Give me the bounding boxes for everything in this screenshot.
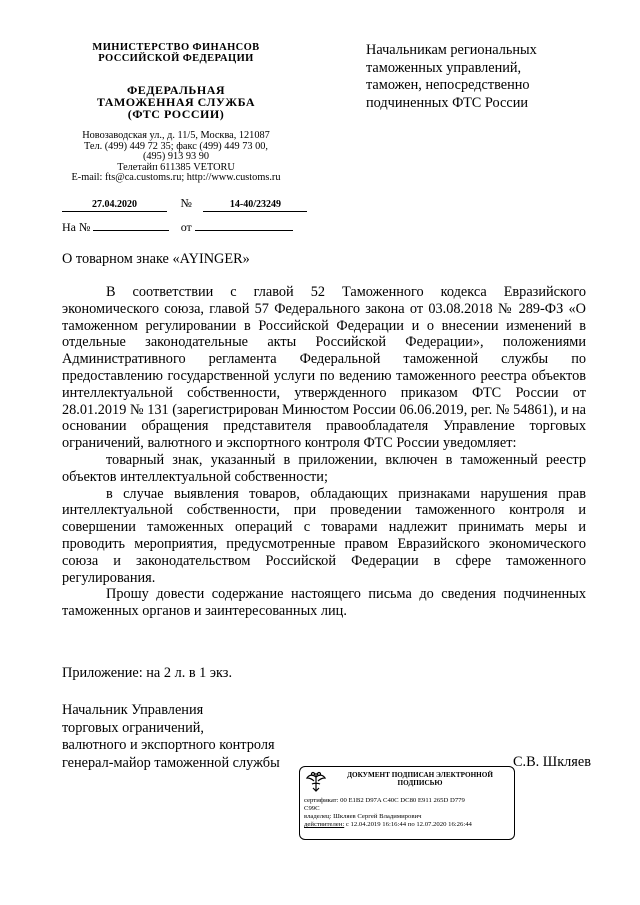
from-label: от — [180, 220, 192, 234]
contacts-block — [60, 131, 292, 184]
letter-subject: О товарном знаке «AYINGER» — [62, 251, 250, 267]
addressee-line-2: таможенных управлений, — [366, 59, 522, 76]
stamp-owner-row — [304, 813, 512, 821]
stamp-title — [332, 771, 508, 787]
registration-row — [62, 196, 307, 212]
stamp-title-line-1: ДОКУМЕНТ ПОДПИСАН ЭЛЕКТРОННОЙ — [347, 771, 493, 779]
registration-number: 14-40/23249 — [203, 199, 307, 212]
owner-value: Шкляев Сергей Владимирович — [333, 813, 422, 820]
service-line-2: ТАМОЖЕННАЯ СЛУЖБА — [96, 95, 256, 109]
ref-date-field — [195, 218, 293, 231]
body-paragraph-3: в случае выявления товаров, обладающих признаками нарушения прав интеллектуальной собственности, при проведении таможенного контроля и совершении таможенных операций с товарами надлежит принимать меры и проводить мероприятия, предусмотренные правом Евразийского экономического союза и законодательством Российской Федерации в сфере таможенного регулирования. — [62, 485, 586, 586]
valid-label: действителен: — [304, 821, 345, 828]
signatory-line-3: валютного и экспортного контроля — [62, 737, 275, 753]
cert-label: сертификат: — [304, 797, 339, 804]
signatory-title — [62, 702, 280, 772]
service-line-3: (ФТС РОССИИ) — [127, 107, 225, 121]
body-paragraph-4: Прошу довести содержание настоящего письма до сведения подчиненных таможенных органов и заинтересованных лиц. — [62, 586, 586, 620]
teletype: Телетайп 611385 VETORU — [117, 161, 235, 173]
address: Новозаводская ул., д. 11/5, Москва, 121087 — [82, 130, 270, 141]
body-paragraph-2: товарный знак, указанный в приложении, включен в таможенный реестр объектов интеллектуальной собственности; — [62, 451, 586, 485]
signatory-line-4: генерал-майор таможенной службы — [62, 754, 280, 771]
owner-label: владелец: — [304, 813, 332, 820]
signatory-line-1: Начальник Управления — [62, 702, 204, 718]
stamp-valid-row — [304, 821, 512, 829]
stamp-title-line-2: ПОДПИСЬЮ — [397, 779, 443, 787]
eagle-emblem-icon — [304, 770, 328, 794]
number-sign: № — [180, 196, 192, 210]
signatory-name: С.В. Шкляев — [513, 754, 591, 770]
registration-date: 27.04.2020 — [62, 199, 167, 212]
addressee-line-3: таможен, непосредственно — [366, 77, 530, 93]
cert-value: 00 E1B2 D97A C40C DC80 E911 265D D779 — [340, 797, 465, 804]
ministry-name — [60, 42, 292, 64]
ministry-line-2: РОССИЙСКОЙ ФЕДЕРАЦИИ — [98, 53, 254, 64]
stamp-details — [304, 797, 512, 829]
body-paragraph-1: В соответствии с главой 52 Таможенного кодекса Евразийского экономического союза, главой 57 Федерального закона от 03.08.2018 № 289-ФЗ «О таможенном регулировании в Российской Федерации и о внесении изменений в отдельные законодательные акты Российской Федерации», положениями Административного регламента Федеральной таможенной службы по предоставлению государственной услуги по ведению таможенного реестра объектов интеллектуальной собственности, утвержденного приказом ФТС России от 28.01.2019 № 131 (зарегистрирован Минюстом России 06.06.2019, рег. № 54861), и на основании обращения представителя правообладателя Управление торговых ограничений, валютного и экспортного контроля ФТС России уведомляет: — [62, 284, 586, 452]
ref-number-field — [93, 218, 169, 231]
stamp-cert-row — [304, 797, 512, 805]
e-signature-stamp — [299, 766, 515, 840]
ref-label: На № — [62, 220, 91, 234]
signatory-line-2: торговых ограничений, — [62, 719, 204, 736]
addressee — [366, 42, 606, 112]
phone-line-1: Тел. (499) 449 72 35; факс (499) 449 73 00, — [83, 140, 269, 152]
valid-value: с 12.04.2019 16:16:44 по 12.07.2020 16:26:44 — [345, 821, 472, 828]
letter-body — [62, 284, 586, 620]
cert-value-2: C99C — [304, 805, 320, 812]
reference-row — [62, 218, 293, 235]
service-name — [60, 84, 292, 120]
addressee-line-1: Начальникам региональных — [366, 42, 537, 58]
email-line: E-mail: fts@ca.customs.ru; http://www.customs.ru — [71, 172, 281, 183]
attachment-note: Приложение: на 2 л. в 1 экз. — [62, 665, 233, 681]
ministry-line-1: МИНИСТЕРСТВО ФИНАНСОВ — [92, 42, 260, 53]
phone-line-2: (495) 913 93 90 — [142, 151, 210, 162]
service-line-1: ФЕДЕРАЛЬНАЯ — [126, 83, 226, 97]
addressee-line-4: подчиненных ФТС России — [366, 94, 529, 111]
